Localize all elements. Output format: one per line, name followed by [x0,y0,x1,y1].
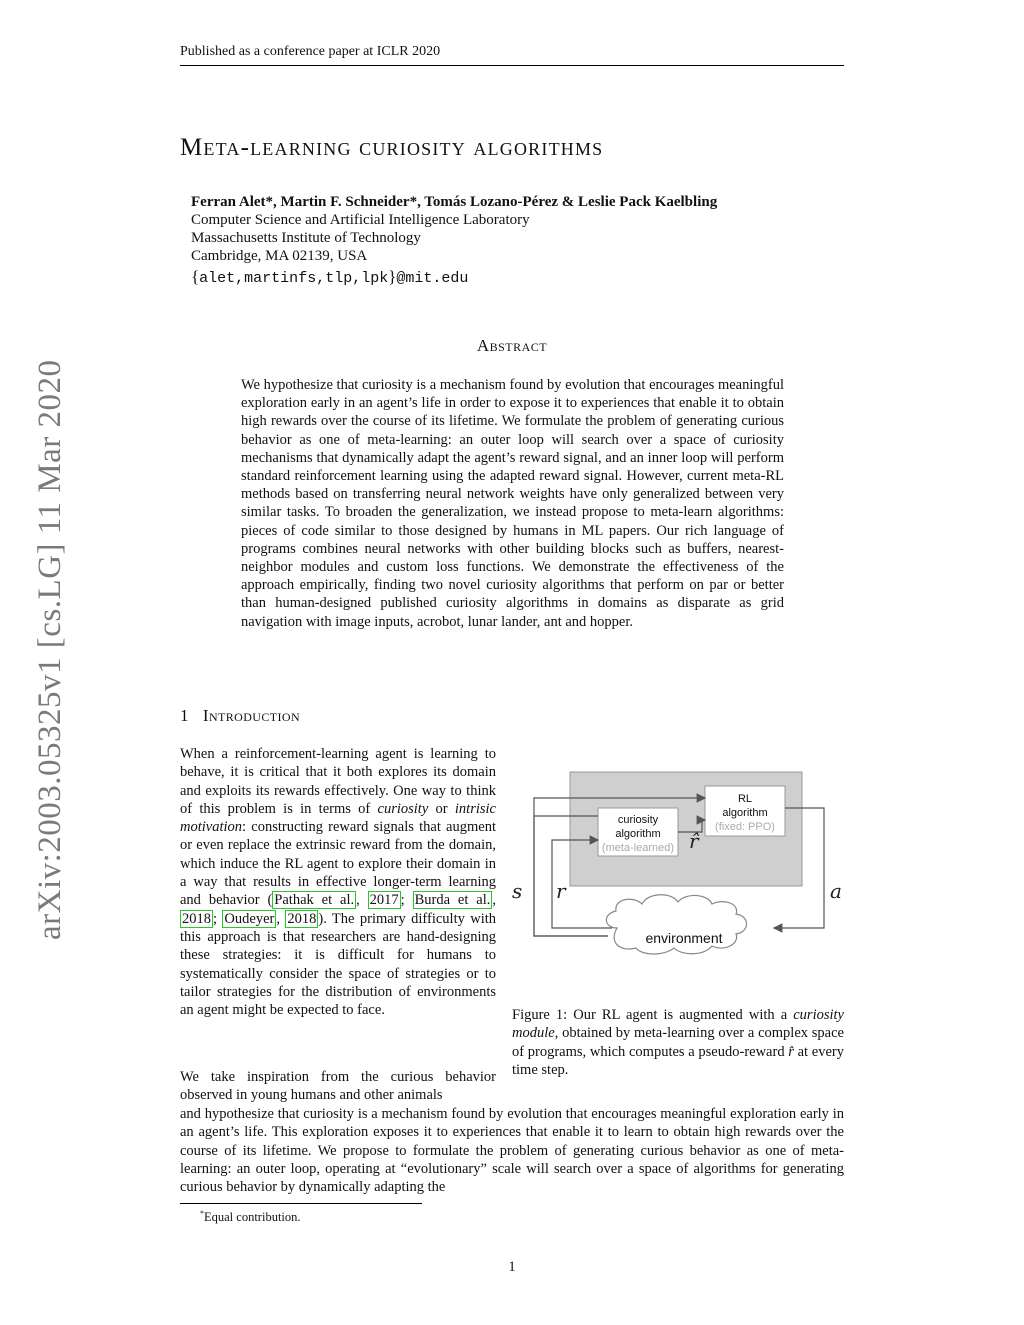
intro-paragraph-2-cont: and hypothesize that curiosity is a mechanism found by evolution that encourages meaningful exploration early in an agent’s life. This exploration exposes it to experiences that enable it to learn to obtain high rewards over the course of its lifetime. We propose to formulate the problem of generating curious behavior as one of meta-learning: an outer loop, operating at “evolutionary” scale will search over a space of algorithms for generating curious behavior by dynamically adapting the [180,1106,844,1196]
citation-burda-year[interactable]: 2018 [182,910,211,927]
author-list: Ferran Alet*, Martin F. Schneider*, Tomás Lozano-Pérez & Leslie Pack Kaelbling [191,194,718,210]
curiosity-label-2: algorithm [615,828,661,840]
arxiv-stamp: arXiv:2003.05325v1 [cs.LG] 11 Mar 2020 [32,359,68,940]
reward-label: r [556,879,566,903]
affiliation-institute: Massachusetts Institute of Technology [191,230,421,246]
environment-label: environment [645,930,723,946]
citation-burda[interactable]: Burda et al. [414,892,491,909]
section-heading-introduction: 1 Introduction [180,706,301,725]
intro-paragraph-2-start: We take inspiration from the curious behavior observed in young humans and other animals [180,1069,496,1104]
curiosity-label-3: (meta-learned) [601,842,675,854]
citation-pathak-year[interactable]: 2017 [369,892,399,909]
pseudo-reward-label: r̂ [689,829,699,853]
footnote-rule [180,1203,422,1204]
abstract-heading: Abstract [476,336,548,355]
footnote: *Equal contribution. [200,1209,301,1225]
action-label: a [830,879,842,903]
figure-1-caption: Figure 1: Our RL agent is augmented with a curiosity module, obtained by meta-learning over a complex space of programs, which computes a pseudo-reward r̂ at every time step. [512,1007,844,1078]
affiliation-address: Cambridge, MA 02139, USA [191,248,368,264]
affiliation-lab: Computer Science and Artificial Intelligence Laboratory [191,212,530,228]
running-header: Published as a conference paper at ICLR 2020 [180,44,441,59]
state-label: s [512,879,523,903]
citation-oudeyer-year[interactable]: 2018 [287,910,317,927]
intro-paragraph-1: When a reinforcement-learning agent is learning to behave, it is critical that it both explores its domain and exploits its rewards effectively. One way to think of this problem is in terms of curiosity or intrisic motivation: constructing reward signals that augment or even replace the extrinsic reward from the domain, which induce the RL agent to explore their domain in a way that results in effective longer-term learning and behavior ( Pathak et al. , 2017 ; Burda et al. , 2018 ; Oudeyer , 2018 ). The primary difficulty with this approach is that researchers are hand-designing these strategies: it is difficult for humans to systematically consider the space of strategies or to tailor strategies for the distribution of environments an agent might be expected to face. [180,746,497,1019]
author-emails[interactable]: {alet,martinfs,tlp,lpk}@mit.edu [191,267,469,287]
header-rule [180,65,844,66]
paper-title: Meta-learning curiosity algorithms [180,134,604,161]
rl-label-1: RL [737,793,753,805]
abstract-body: We hypothesize that curiosity is a mechanism found by evolution that encourages meaningful exploration early in an agent’s life in order to expose it to experiences that enable it to obtain high rewards over the course of its lifetime. We formulate the problem of generating curious behavior as one of meta-learning: an outer loop will search over a space of curiosity mechanisms that dynamically adapt the agent’s reward signal, and an inner loop will perform standard reinforcement learning using the adapted reward signal. However, current meta-RL methods based on transferring neural network weights have only generalized between very similar tasks. To broaden the generalization, we instead propose to meta-learn algorithms: pieces of code similar to those designed by humans in ML papers. Our rich language of programs combines neural networks with other building blocks such as buffers, nearest-neighbor modules and custom loss functions. We demonstrate the effectiveness of the approach empirically, finding two novel curiosity algorithms that perform on par or better than human-designed published curiosity algorithms in domains as disparate as grid navigation with image inputs, acrobot, lunar lander, ant and hopper. [241,377,784,630]
page-number: 1 [508,1259,516,1275]
curiosity-label-1: curiosity [617,814,659,826]
figure-1-diagram [512,768,847,958]
citation-pathak[interactable]: Pathak et al. [274,892,355,909]
rl-label-2: algorithm [722,807,768,819]
citation-oudeyer[interactable]: Oudeyer [224,910,275,927]
rl-label-3: (fixed: PPO) [715,821,775,833]
